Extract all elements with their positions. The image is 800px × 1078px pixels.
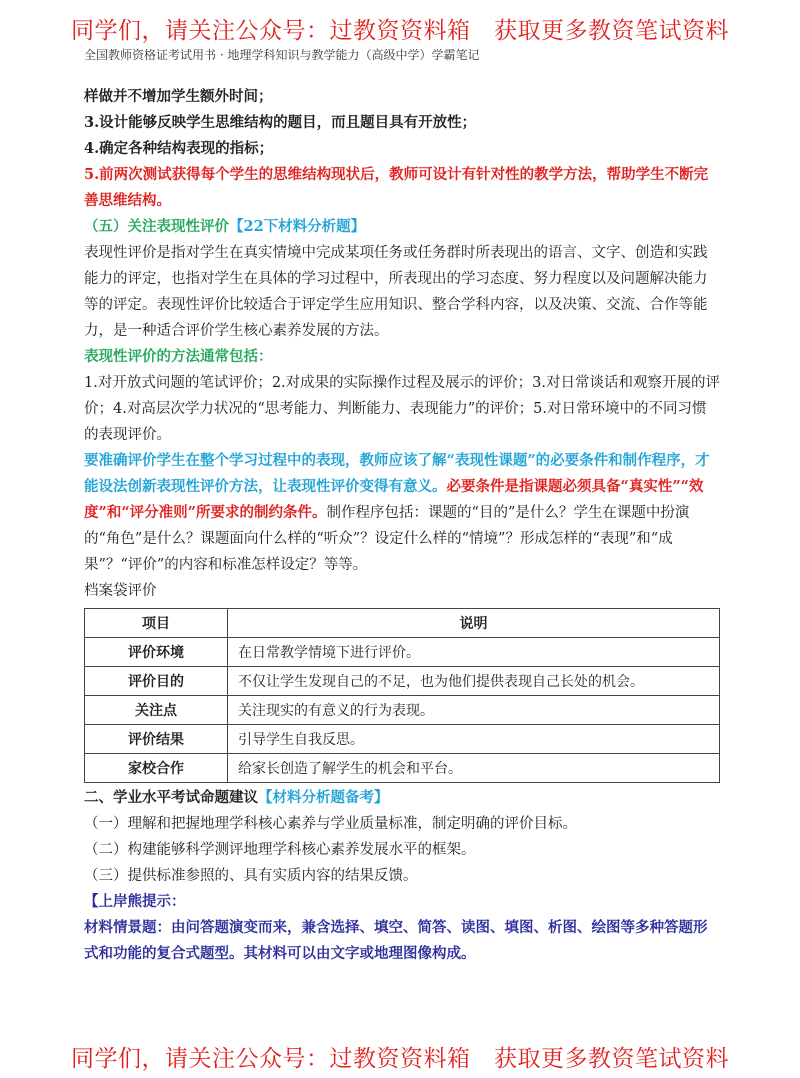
table-row [85, 725, 720, 754]
section-5-paragraph: 表现性评价是指对学生在真实情境中完成某项任务或任务群时所表现出的语言、文字、创造和实践能力的评定，也指对学生在具体的学习过程中，所表现出的学习态度、努力程度以及问题解决能力等的评定。表现性评价比较适合于评定学生应用知识、整合学科内容，以及决策、交流、合作等能力，是一种适合评价学生核心素养发展的方法。 [84, 245, 708, 339]
table-value: 引导学生自我反思。 [228, 725, 720, 754]
table-header-item: 项目 [85, 609, 228, 638]
methods-title: 表现性评价的方法通常包括： [84, 348, 273, 365]
table-key: 关注点 [85, 696, 228, 725]
table-key: 评价结果 [85, 725, 228, 754]
section-2-item: （二）构建能够科学测评地理学科核心素养发展水平的框架。 [84, 842, 476, 858]
portfolio-title: 档案袋评价 [84, 583, 157, 599]
table-value: 不仅让学生发现自己的不足，也为他们提供表现自己长处的机会。 [228, 667, 720, 696]
table-row [85, 638, 720, 667]
table-key: 家校合作 [85, 754, 228, 783]
section-5-tag: 【22下材料分析题】 [229, 218, 366, 235]
table-value: 关注现实的有意义的行为表现。 [228, 696, 720, 725]
conditions-black: 制作程序包括：课题的“目的”是什么？学生在课题中扮演的“角色”是什么？课题面向什么样的“听众”？设定什么样的“情境”？形成怎样的“表现”和“成果”？“评价”的内容和标准怎样设定？等等。 [84, 505, 690, 573]
text-line-3: 4.确定各种结构表现的指标； [84, 140, 274, 157]
text-line-4: 5.前两次测试获得每个学生的思维结构现状后，教师可设计有针对性的教学方法，帮助学生不断完善思维结构。 [84, 166, 709, 209]
section-2-tag: 【材料分析题备考】 [258, 789, 389, 806]
conditions-paragraph [84, 448, 720, 578]
conditions-red: 必要条件是指课题必须具备“真实性”“效度”和“评分准则”所要求的制约条件。 [84, 478, 704, 521]
tip-label: 【上岸熊提示： [84, 893, 186, 910]
table-key: 评价环境 [85, 638, 228, 667]
table-key: 评价目的 [85, 667, 228, 696]
promo-banner-bottom: 同学们，请关注公众号：过教资资料箱 获取更多教资笔试资料 [71, 1046, 729, 1072]
page-content [84, 84, 720, 967]
section-2-title: 二、学业水平考试命题建议 [84, 789, 258, 806]
section-2-item: （一）理解和把握地理学科核心素养与学业质量标准，制定明确的评价目标。 [84, 816, 577, 832]
text-line-2: 3.设计能够反映学生思维结构的题目，而且题目具有开放性； [84, 114, 477, 131]
table-header-row [85, 609, 720, 638]
section-5-title: （五）关注表现性评价 [84, 218, 229, 235]
text-line-1: 样做并不增加学生额外时间； [84, 88, 273, 105]
table-header-desc: 说明 [228, 609, 720, 638]
table-value: 在日常教学情境下进行评价。 [228, 638, 720, 667]
table-row [85, 696, 720, 725]
section-5-heading [84, 214, 720, 240]
tip-text: 材料情景题：由问答题演变而来，兼含选择、填空、简答、读图、填图、析图、绘图等多种答题形式和功能的复合式题型。其材料可以由文字或地理图像构成。 [84, 919, 708, 962]
table-row [85, 667, 720, 696]
methods-text: 1.对开放式问题的笔试评价；2.对成果的实际操作过程及展示的评价；3.对日常谈话和观察开展的评价；4.对高层次学力状况的“思考能力、判断能力、表现能力”的评价；5.对日常环境中的不同习惯的表现评价。 [84, 375, 720, 443]
section-2-heading [84, 785, 720, 811]
promo-banner-top: 同学们，请关注公众号：过教资资料箱 获取更多教资笔试资料 [71, 18, 729, 44]
table-row [85, 754, 720, 783]
section-2-item: （三）提供标准参照的、具有实质内容的结果反馈。 [84, 868, 418, 884]
running-head: 全国教师资格证考试用书 · 地理学科知识与教学能力（高级中学）学霸笔记 [84, 48, 480, 62]
conditions-cyan: 要准确评价学生在整个学习过程中的表现，教师应该了解“表现性课题”的必要条件和制作程序，才能设法创新表现性评价方法，让表现性评价变得有意义。 [84, 452, 710, 495]
portfolio-table [84, 608, 720, 783]
table-value: 给家长创造了解学生的机会和平台。 [228, 754, 720, 783]
